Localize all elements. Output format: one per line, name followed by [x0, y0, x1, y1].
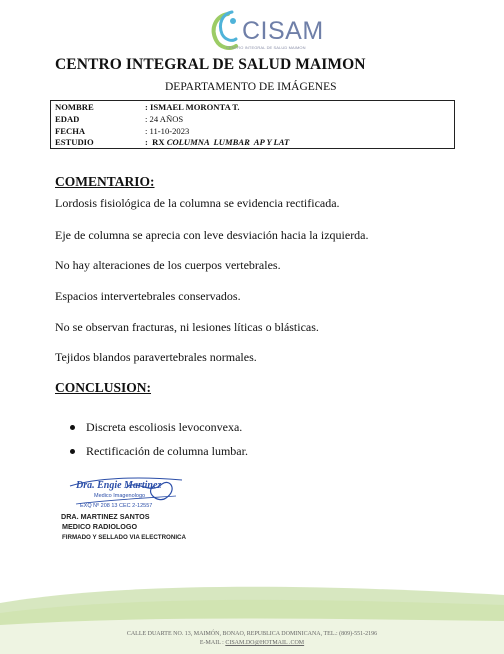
patient-info-box: [50, 100, 455, 149]
electronic-signature-note: FIRMADO Y SELLADO VIA ELECTRONICA: [62, 534, 186, 541]
patient-row-estudio: [55, 137, 455, 148]
conclusion-item-text: Discreta escoliosis levoconvexa.: [86, 420, 243, 434]
patient-value: [145, 137, 289, 148]
comentario-paragraph: Eje de columna se aprecia con leve desviación hacia la izquierda.: [55, 228, 369, 242]
footer-email-link[interactable]: CISAM.DO@HOTMAIL .COM: [225, 640, 305, 646]
study-name: COLUMNA LUMBAR AP Y LAT: [166, 137, 290, 147]
comentario-paragraph: Espacios intervertebrales conservados.: [55, 289, 241, 303]
department-name: DEPARTAMENTO DE IMÁGENES: [165, 81, 337, 93]
comentario-paragraph: No se observan fracturas, ni lesiones líticas o blásticas.: [55, 320, 319, 334]
stamp-specialty: Medico Imagenologo: [94, 493, 146, 499]
comentario-heading: COMENTARIO:: [55, 174, 155, 189]
bullet-icon: [70, 425, 75, 430]
signer-name: DRA. MARTINEZ SANTOS: [61, 512, 150, 521]
comentario-paragraph: Tejidos blandos paravertebrales normales.: [55, 350, 257, 364]
study-prefix: : RX: [145, 137, 167, 147]
patient-label: FECHA: [55, 126, 86, 136]
cisam-logo: [206, 8, 326, 54]
signer-role: MEDICO RADIOLOGO: [62, 522, 138, 531]
signature-stamp: [66, 474, 186, 514]
stamp-license: EXQ Nº 208 13 CEC 2-12557: [80, 503, 153, 509]
comentario-paragraph: No hay alteraciones de los cuerpos vertebrales.: [55, 258, 281, 272]
patient-label: ESTUDIO: [55, 137, 94, 147]
footer-email: [0, 640, 504, 646]
bullet-icon: [70, 449, 75, 454]
patient-value: : 24 AÑOS: [145, 114, 184, 124]
stamp-doctor-name: Dra. Engie Martinez: [76, 480, 162, 491]
patient-value: : 11-10-2023: [145, 126, 190, 136]
comentario-paragraph: Lordosis fisiológica de la columna se evidencia rectificada.: [55, 196, 340, 210]
patient-value: : ISMAEL MORONTA T.: [145, 102, 240, 112]
footer-address: CALLE DUARTE NO. 13, MAIMÓN, BONAO, REPUBLICA DOMINICANA, TEL.: (809)-551-2196: [126, 631, 378, 637]
logo-wordmark: CISAM: [242, 17, 324, 45]
patient-label: EDAD: [55, 114, 80, 124]
footer-email-label: E-MAIL :: [199, 640, 226, 646]
document-title: CENTRO INTEGRAL DE SALUD MAIMON: [55, 56, 366, 73]
conclusion-item-text: Rectificación de columna lumbar.: [86, 444, 248, 458]
conclusion-heading: CONCLUSION:: [55, 380, 152, 395]
patient-label: NOMBRE: [55, 102, 94, 112]
logo-subtitle: CENTRO INTEGRAL DE SALUD MAIMON: [226, 45, 306, 50]
